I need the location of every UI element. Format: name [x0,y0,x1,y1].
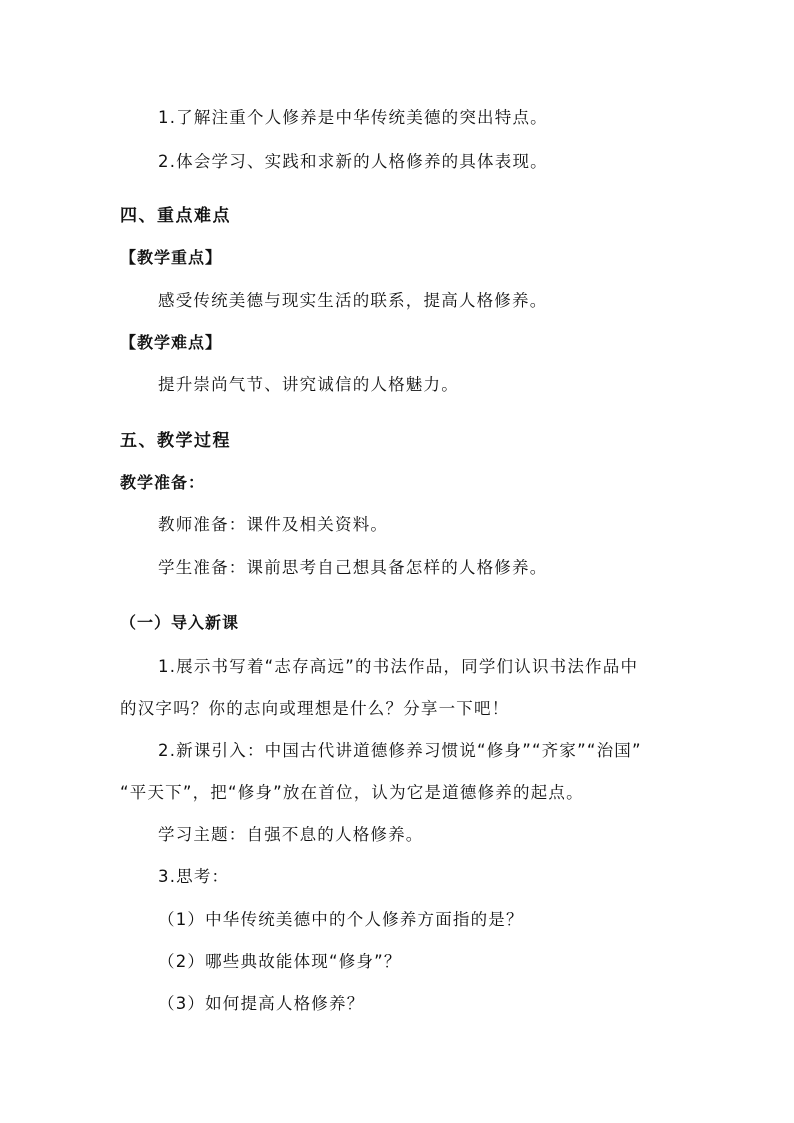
teacher-prep-text: 教师准备：课件及相关资料。 [158,515,389,534]
section-heading-key-points: 四、重点难点 [120,206,231,226]
intro-item-2-line-1: 2.新课引入：中国古代讲道德修养习惯说“修身”“齐家”“治国” [158,741,642,760]
question-2: （2）哪些典故能体现“修身”？ [158,952,402,971]
teaching-difficulty-label: 【教学难点】 [120,333,223,352]
think-label: 3.思考： [158,867,230,886]
lesson-intro-heading: （一）导入新课 [120,613,240,632]
intro-item-1-line-2: 的汉字吗？你的志向或理想是什么？分享一下吧！ [120,699,510,718]
student-prep-text: 学生准备：课前思考自己想具备怎样的人格修养。 [158,558,548,577]
intro-item-1-line-1: 1.展示书写着“志存高远”的书法作品，同学们认识书法作品中 [158,657,639,676]
section-heading-process: 五、教学过程 [120,431,231,451]
question-1: （1）中华传统美德中的个人修养方面指的是？ [158,910,524,929]
teaching-prep-label: 教学准备： [120,473,206,492]
objective-2: 2.体会学习、实践和求新的人格修养的具体表现。 [158,152,548,171]
teaching-difficulty-text: 提升崇尚气节、讲究诚信的人格魅力。 [158,375,459,394]
objective-1: 1.了解注重个人修养是中华传统美德的突出特点。 [158,108,548,127]
intro-item-2-line-2: “平天下”，把“修身”放在首位，认为它是道德修养的起点。 [120,783,584,802]
teaching-focus-label: 【教学重点】 [120,248,223,267]
teaching-focus-text: 感受传统美德与现实生活的联系，提高人格修养。 [158,291,548,310]
learning-topic: 学习主题：自强不息的人格修养。 [158,825,424,844]
question-3: （3）如何提高人格修养？ [158,994,365,1013]
